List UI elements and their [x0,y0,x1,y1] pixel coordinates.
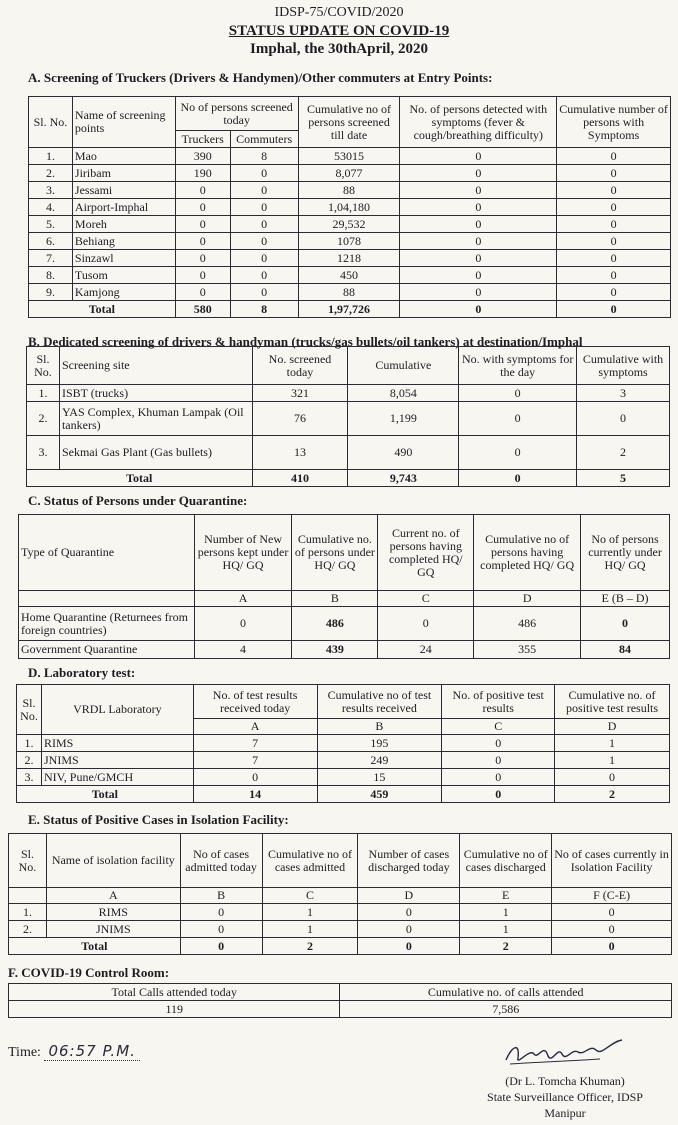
table-cell: 7 [193,735,317,752]
table-cell: Sinzawl [72,250,175,267]
column-letter: D [555,719,670,735]
table-cell: RIMS [41,735,193,752]
header-currently-under: No of persons currently under HQ/ GQ [581,515,670,591]
table-cell: 88 [298,284,400,301]
table-cell: 0 [194,607,292,641]
header-cum-completed: Cumulative no of persons having completed HQ/ GQ [474,515,581,591]
table-cell: 13 [252,436,348,470]
table-cell: JNIMS [46,921,180,938]
table-cell: 0 [193,769,317,786]
table-row [29,165,671,182]
table-cell: 1. [27,385,60,402]
table-cell: 1,199 [348,402,459,436]
table-row [29,182,671,199]
table-cell: 355 [474,641,581,659]
table-cell: 249 [317,752,442,769]
table-cell: RIMS [46,904,180,921]
table-cell: 0 [577,402,670,436]
header-screened: No of persons screened today [175,97,298,131]
header-cum-discharged: Cumulative no of cases discharged [460,834,552,888]
table-cell: 1 [262,921,358,938]
table-cell: 0 [230,165,298,182]
table-cell: 195 [317,735,442,752]
header-cum-symptoms: Cumulative with symptoms [577,347,670,385]
table-cell: 390 [175,148,230,165]
header-symptoms: No. with symptoms for the day [459,347,577,385]
table-cell: 0 [557,216,671,233]
table-row [9,921,672,938]
laboratory-table [16,684,670,803]
table-cell: 0 [459,402,577,436]
column-letter: B [180,888,262,904]
header-cum-admitted: Cumulative no of cases admitted [262,834,358,888]
table-cell: Sekmai Gas Plant (Gas bullets) [59,436,252,470]
quarantine-table [18,514,670,659]
table-cell: 24 [378,641,474,659]
table-row [29,284,671,301]
table-cell: 0 [400,233,557,250]
total-label: Total [17,786,194,803]
table-cell: 4. [29,199,73,216]
total-cell: 5 [577,470,670,487]
header-truckers: Truckers [175,131,230,148]
column-letter: B [292,591,378,607]
table-cell: Moreh [72,216,175,233]
table-cell: Jiribam [72,165,175,182]
table-cell: JNIMS [41,752,193,769]
table-cell: 439 [292,641,378,659]
table-cell: 0 [400,284,557,301]
total-row [9,938,672,955]
table-row [19,641,670,659]
table-cell: 0 [400,216,557,233]
table-cell: 0 [400,199,557,216]
column-letter: D [474,591,581,607]
header-site: Screening site [59,347,252,385]
header-facility: Name of isolation facility [46,834,180,888]
table-row [29,148,671,165]
table-cell: Mao [72,148,175,165]
table-cell: 0 [175,267,230,284]
column-letter: E [460,888,552,904]
table-cell: 1 [555,735,670,752]
table-cell: 0 [557,182,671,199]
total-cell: 410 [252,470,348,487]
reference-number: IDSP-75/COVID/2020 [274,5,404,20]
table-cell: 6. [29,233,73,250]
table-cell: 0 [581,607,670,641]
total-label: Total [29,301,176,318]
table-cell: 3. [17,769,42,786]
table-cell: 0 [175,250,230,267]
total-cell: 9,743 [348,470,459,487]
section-d-title: D. Laboratory test: [28,665,136,680]
table-cell: 0 [230,182,298,199]
header-type: Type of Quarantine [19,515,195,591]
table-cell: Behiang [72,233,175,250]
column-letters [9,888,672,904]
section-e-title: E. Status of Positive Cases in Isolation Facility: [28,812,289,827]
table-row [29,250,671,267]
table-cell: 0 [175,199,230,216]
table-row [29,216,671,233]
table-cell: Kamjong [72,284,175,301]
table-cell: Home Quarantine (Returnees from foreign countries) [19,607,195,641]
calls-cumulative-value: 7,586 [340,1001,672,1018]
header-cum-positive: Cumulative no. of positive test results [555,685,670,719]
total-cell: 14 [193,786,317,803]
table-cell: 0 [557,165,671,182]
column-letter: A [194,591,292,607]
table-cell: 3. [27,436,60,470]
total-cell: 1,97,726 [298,301,400,318]
truckers-screening-table [28,96,671,318]
table-cell: 0 [557,233,671,250]
header-symptoms: No. of persons detected with symptoms (fever & cough/breathing difficulty) [400,97,557,148]
table-row [27,385,670,402]
table-cell: 0 [175,216,230,233]
table-cell: 7. [29,250,73,267]
header-lab: VRDL Laboratory [41,685,193,735]
section-f-title: F. COVID-19 Control Room: [8,965,170,980]
table-cell: 1 [460,904,552,921]
header-today: No. screened today [252,347,348,385]
header-new-persons: Number of New persons kept under HQ/ GQ [194,515,292,591]
table-cell: 0 [555,769,670,786]
column-letters [19,591,670,607]
table-cell: 1 [262,904,358,921]
table-cell: 0 [230,284,298,301]
table-cell: 0 [378,607,474,641]
total-row [27,470,670,487]
header-today: No. of test results received today [193,685,317,719]
total-cell: 8 [230,301,298,318]
isolation-rows [9,904,672,955]
table-cell: 190 [175,165,230,182]
table-cell: 0 [230,250,298,267]
table-cell: 0 [400,250,557,267]
table-cell: 1. [17,735,42,752]
table-cell: 0 [557,250,671,267]
table-cell: 8. [29,267,73,284]
table-cell: 0 [459,385,577,402]
table-cell: 0 [230,233,298,250]
table-row [17,735,670,752]
table-cell: 0 [557,267,671,284]
table-cell: 76 [252,402,348,436]
total-cell: 459 [317,786,442,803]
table-cell: 15 [317,769,442,786]
total-cell: 2 [460,938,552,955]
table-row [19,607,670,641]
table-row [29,233,671,250]
isolation-table [8,833,672,955]
table-cell: 486 [474,607,581,641]
header-cumulative: Cumulative no of test results received [317,685,442,719]
header-sl: Sl. No. [29,97,73,148]
table-cell: 1 [555,752,670,769]
section-c-title: C. Status of Persons under Quarantine: [28,493,248,508]
table-cell: 0 [557,284,671,301]
table-cell: 1218 [298,250,400,267]
table-cell: 0 [442,735,555,752]
table-cell: 2 [577,436,670,470]
total-row [17,786,670,803]
table-cell: 9. [29,284,73,301]
section-a-title: A. Screening of Truckers (Drivers & Handymen)/Other commuters at Entry Points: [28,70,493,85]
header-sl: Sl. No. [17,685,42,735]
table-row [29,199,671,216]
table-cell: 0 [442,769,555,786]
table-cell: 8,077 [298,165,400,182]
table-cell: 486 [292,607,378,641]
table-cell: 0 [358,904,460,921]
header-sl: Sl. No. [27,347,60,385]
table-cell: 0 [400,267,557,284]
table-cell: 2. [9,921,47,938]
blank-cell [9,888,47,904]
table-cell: 0 [552,904,672,921]
total-cell: 2 [555,786,670,803]
column-letter: C [262,888,358,904]
table-cell: 8 [230,148,298,165]
document-header [0,4,678,58]
calls-today-value: 119 [9,1001,340,1018]
header-admitted-today: No of cases admitted today [180,834,262,888]
blank-cell [19,591,195,607]
destination-rows [27,385,670,487]
table-cell: 4 [194,641,292,659]
quarantine-rows [19,607,670,659]
total-row [29,301,671,318]
table-cell: 0 [230,216,298,233]
calls-cumulative-label: Cumulative no. of calls attended [340,984,672,1001]
table-cell: 3. [29,182,73,199]
table-cell: 2. [29,165,73,182]
table-cell: 8,054 [348,385,459,402]
table-cell: 0 [175,284,230,301]
table-cell: 53015 [298,148,400,165]
table-cell: 0 [459,436,577,470]
signatory-designation: State Surveillance Officer, IDSP [487,1090,643,1104]
signatory-state: Manipur [544,1106,586,1120]
header-currently-isolated: No of cases currently in Isolation Facility [552,834,672,888]
table-cell: 2. [27,402,60,436]
destination-screening-table [26,346,670,487]
total-cell: 580 [175,301,230,318]
control-room-table [8,983,672,1018]
header-name: Name of screening points [72,97,175,148]
column-letter: C [378,591,474,607]
total-label: Total [9,938,181,955]
table-row [17,752,670,769]
header-cum-symptoms: Cumulative number of persons with Symptoms [557,97,671,148]
table-cell: 0 [175,182,230,199]
column-letter: A [193,719,317,735]
table-cell: Government Quarantine [19,641,195,659]
table-cell: 0 [175,233,230,250]
table-cell: 0 [230,267,298,284]
signatory-name: (Dr L. Tomcha Khuman) [505,1074,625,1088]
column-letter: E (B – D) [581,591,670,607]
total-cell: 0 [358,938,460,955]
table-cell: 1,04,180 [298,199,400,216]
table-cell: 0 [557,199,671,216]
table-cell: 450 [298,267,400,284]
column-letter: A [46,888,180,904]
column-letter: D [358,888,460,904]
table-cell: 0 [180,921,262,938]
table-row [27,436,670,470]
header-current-completed: Current no. of persons having completed HQ/ GQ [378,515,474,591]
table-cell: NIV, Pune/GMCH [41,769,193,786]
table-cell: 321 [252,385,348,402]
header-discharged-today: Number of cases discharged today [358,834,460,888]
total-cell: 0 [180,938,262,955]
table-cell: Jessami [72,182,175,199]
table-row [9,904,672,921]
table-cell: 1. [9,904,47,921]
table-cell: 0 [400,182,557,199]
total-label: Total [27,470,253,487]
table-cell: Tusom [72,267,175,284]
place-date: Imphal, the 30thApril, 2020 [250,41,428,57]
section-b-title: B. Dedicated screening of drivers & handyman (trucks/gas bullets/oil tankers) at destination/Imphal [28,334,583,349]
document-page [0,4,678,1125]
header-commuters: Commuters [230,131,298,148]
table-cell: 490 [348,436,459,470]
table-cell: 2. [17,752,42,769]
table-cell: 1 [460,921,552,938]
table-cell: 7 [193,752,317,769]
header-cumulative: Cumulative [348,347,459,385]
column-letter: C [442,719,555,735]
table-cell: ISBT (trucks) [59,385,252,402]
laboratory-rows [17,735,670,803]
time-value: 06:57 P.M. [44,1042,139,1061]
total-cell: 0 [459,470,577,487]
table-cell: 0 [552,921,672,938]
table-cell: 0 [358,921,460,938]
column-letter: B [317,719,442,735]
table-cell: 29,532 [298,216,400,233]
calls-today-label: Total Calls attended today [9,984,340,1001]
total-cell: 0 [557,301,671,318]
header-cumulative: Cumulative no of persons screened till date [298,97,400,148]
time-stamp [8,1042,140,1061]
table-cell: 0 [230,199,298,216]
table-cell: 0 [400,148,557,165]
table-cell: 0 [180,904,262,921]
header-sl: Sl. No. [9,834,47,888]
table-cell: 88 [298,182,400,199]
total-cell: 2 [262,938,358,955]
total-cell: 0 [400,301,557,318]
table-cell: 3 [577,385,670,402]
truckers-rows [29,148,671,318]
table-cell: 84 [581,641,670,659]
total-cell: 0 [552,938,672,955]
table-row [27,402,670,436]
total-cell: 0 [442,786,555,803]
header-positive: No. of positive test results [442,685,555,719]
table-cell: 0 [400,165,557,182]
time-label: Time: [8,1045,41,1060]
table-row [17,769,670,786]
table-row [29,267,671,284]
signature-icon [500,1028,630,1070]
table-cell: 0 [557,148,671,165]
table-cell: Airport-Imphal [72,199,175,216]
table-cell: YAS Complex, Khuman Lampak (Oil tankers) [59,402,252,436]
document-title: STATUS UPDATE ON COVID-19 [228,23,450,39]
table-cell: 5. [29,216,73,233]
table-cell: 1. [29,148,73,165]
table-cell: 0 [442,752,555,769]
column-letter: F (C-E) [552,888,672,904]
header-cumulative: Cumulative no. of persons under HQ/ GQ [292,515,378,591]
table-cell: 1078 [298,233,400,250]
